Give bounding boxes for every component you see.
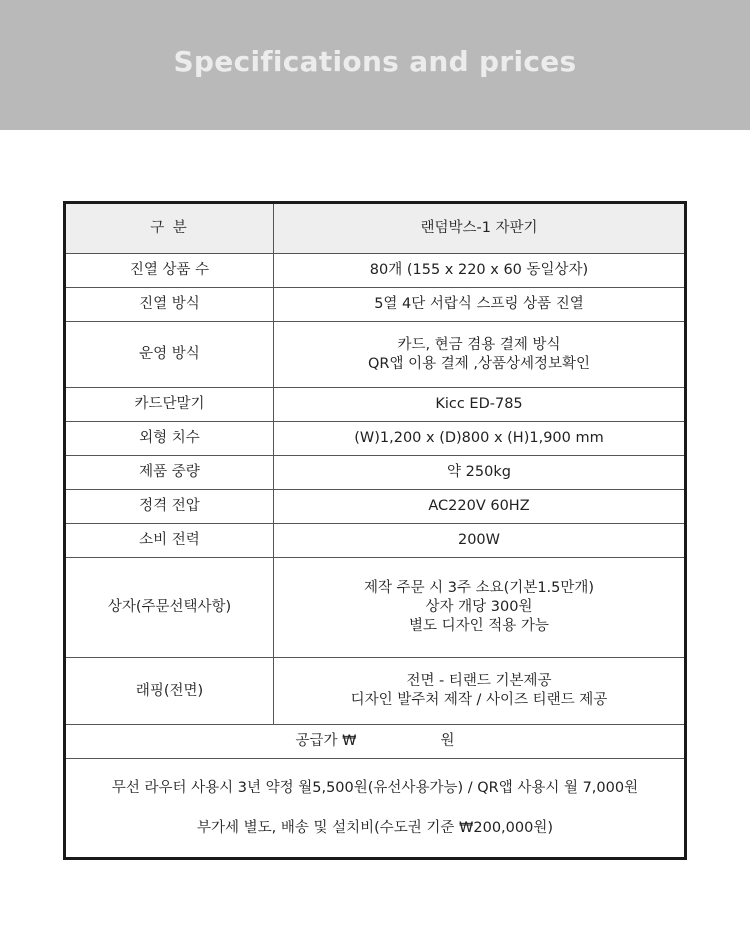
page-title: Specifications and prices [173,44,577,78]
value-line: 디자인 발주처 제작 / 사이즈 티랜드 제공 [350,692,608,708]
table-row-display-count [65,254,686,288]
value-line: 별도 디자인 적용 가능 [409,618,549,634]
value-line: Kicc ED-785 [435,396,523,412]
row-label: 상자(주문선택사항) [65,558,274,658]
table-row-voltage [65,490,686,524]
table-row-power [65,524,686,558]
header-banner [0,0,750,130]
table-row-supply-price [65,725,686,759]
value-line: 카드, 현금 겸용 결제 방식 [397,336,561,353]
row-label: 진열 방식 [65,288,274,322]
table-row-wrapping [65,658,686,725]
value-line: (W)1,200 x (D)800 x (H)1,900 mm [354,430,604,446]
value-line: 제작 주문 시 3주 소요(기본1.5만개) [363,580,595,596]
row-value [274,388,686,422]
value-line: 전면 - 티랜드 기본제공 [406,673,552,689]
table-row-dimensions [65,422,686,456]
note-line: 부가세 별도, 배송 및 설치비(수도권 기준 ₩200,000원) [197,819,553,836]
supply-price-label: 공급가 ₩ [295,733,357,749]
header-value-cell: 랜덤박스-1 자판기 [274,203,686,254]
row-label: 외형 치수 [65,422,274,456]
value-line: AC220V 60HZ [428,498,530,514]
value-line: QR앱 이용 결제 ,상품상세정보확인 [367,355,590,372]
row-value [274,524,686,558]
table-row-notes [65,759,686,859]
row-value [274,254,686,288]
supply-price-unit: 원 [440,733,455,749]
row-label: 카드단말기 [65,388,274,422]
row-value [274,658,686,725]
value-line: 약 250kg [447,464,511,480]
value-line: 200W [457,532,500,548]
row-label: 소비 전력 [65,524,274,558]
row-label: 제품 중량 [65,456,274,490]
spec-table-container [63,201,687,860]
row-value [274,558,686,658]
row-label: 정격 전압 [65,490,274,524]
table-row-display-method [65,288,686,322]
header-label-cell: 구 분 [65,203,274,254]
supply-price-cell [65,725,686,759]
notes-cell [65,759,686,859]
value-line: 80개 (155 x 220 x 60 동일상자) [369,262,589,278]
table-row-card-terminal [65,388,686,422]
row-value [274,422,686,456]
row-value [274,288,686,322]
table-header-row [65,203,686,254]
row-value [274,490,686,524]
value-line: 상자 개당 300원 [425,599,533,615]
spec-table [63,201,687,860]
row-label: 래핑(전면) [65,658,274,725]
table-row-operation-method [65,322,686,388]
row-label: 운영 방식 [65,322,274,388]
row-label: 진열 상품 수 [65,254,274,288]
table-row-box-option [65,558,686,658]
row-value [274,322,686,388]
value-line: 5열 4단 서랍식 스프링 상품 진열 [374,296,584,312]
row-value [274,456,686,490]
table-row-weight [65,456,686,490]
note-line: 무선 라우터 사용시 3년 약정 월5,500원(유선사용가능) / QR앱 사용시 월 7,000원 [111,779,639,796]
